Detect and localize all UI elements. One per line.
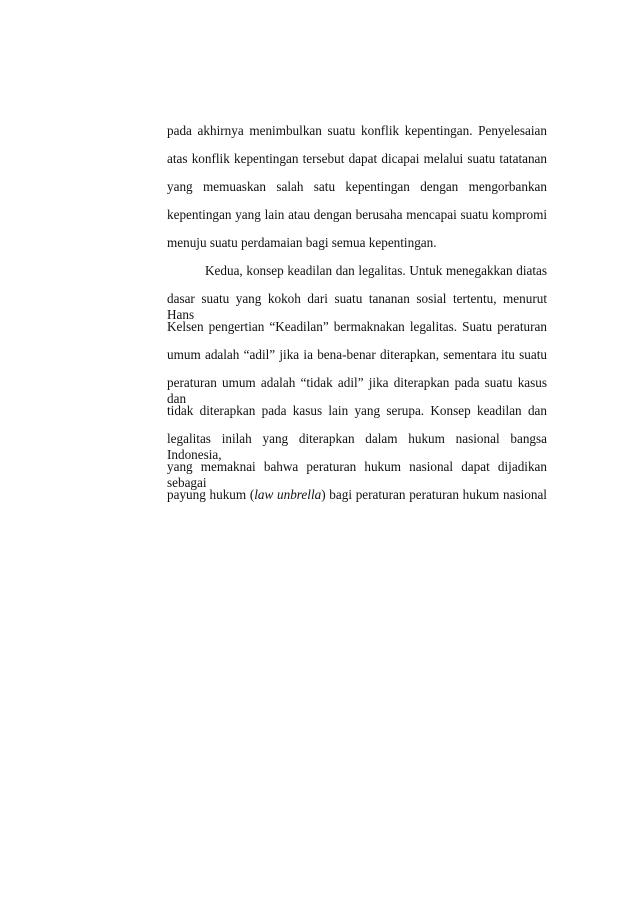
text-line: dasar suatu yang kokoh dari suatu tananan sosial tertentu, menurut Hans bbox=[167, 291, 547, 322]
text-line: yang memaknai bahwa peraturan hukum nasional dapat dijadikan sebagai bbox=[167, 459, 547, 490]
text-line: legalitas inilah yang diterapkan dalam hukum nasional bangsa Indonesia, bbox=[167, 431, 547, 462]
text-line: atas konflik kepentingan tersebut dapat dicapai melalui suatu tatatanan bbox=[167, 151, 547, 166]
text-line: Kedua, konsep keadilan dan legalitas. Untuk menegakkan diatas bbox=[205, 263, 547, 278]
text-line: menuju suatu perdamaian bagi semua kepentingan. bbox=[167, 235, 437, 250]
text-line bbox=[167, 487, 547, 503]
text-line: peraturan umum adalah “tidak adil” jika diterapkan pada suatu kasus dan bbox=[167, 375, 547, 406]
text-line: kepentingan yang lain atau dengan berusaha mencapai suatu kompromi bbox=[167, 207, 547, 222]
text-run: ) bagi peraturan peraturan hukum nasional bbox=[321, 487, 547, 502]
italic-term: law unbrella bbox=[254, 487, 322, 502]
text-run: payung hukum ( bbox=[167, 487, 255, 502]
text-line: Kelsen pengertian “Keadilan” bermaknakan legalitas. Suatu peraturan bbox=[167, 319, 547, 334]
text-line: umum adalah “adil” jika ia bena-benar diterapkan, sementara itu suatu bbox=[167, 347, 547, 362]
text-line: yang memuaskan salah satu kepentingan dengan mengorbankan bbox=[167, 179, 547, 194]
text-line: tidak diterapkan pada kasus lain yang serupa. Konsep keadilan dan bbox=[167, 403, 547, 418]
text-line: pada akhirnya menimbulkan suatu konflik kepentingan. Penyelesaian bbox=[167, 123, 547, 138]
